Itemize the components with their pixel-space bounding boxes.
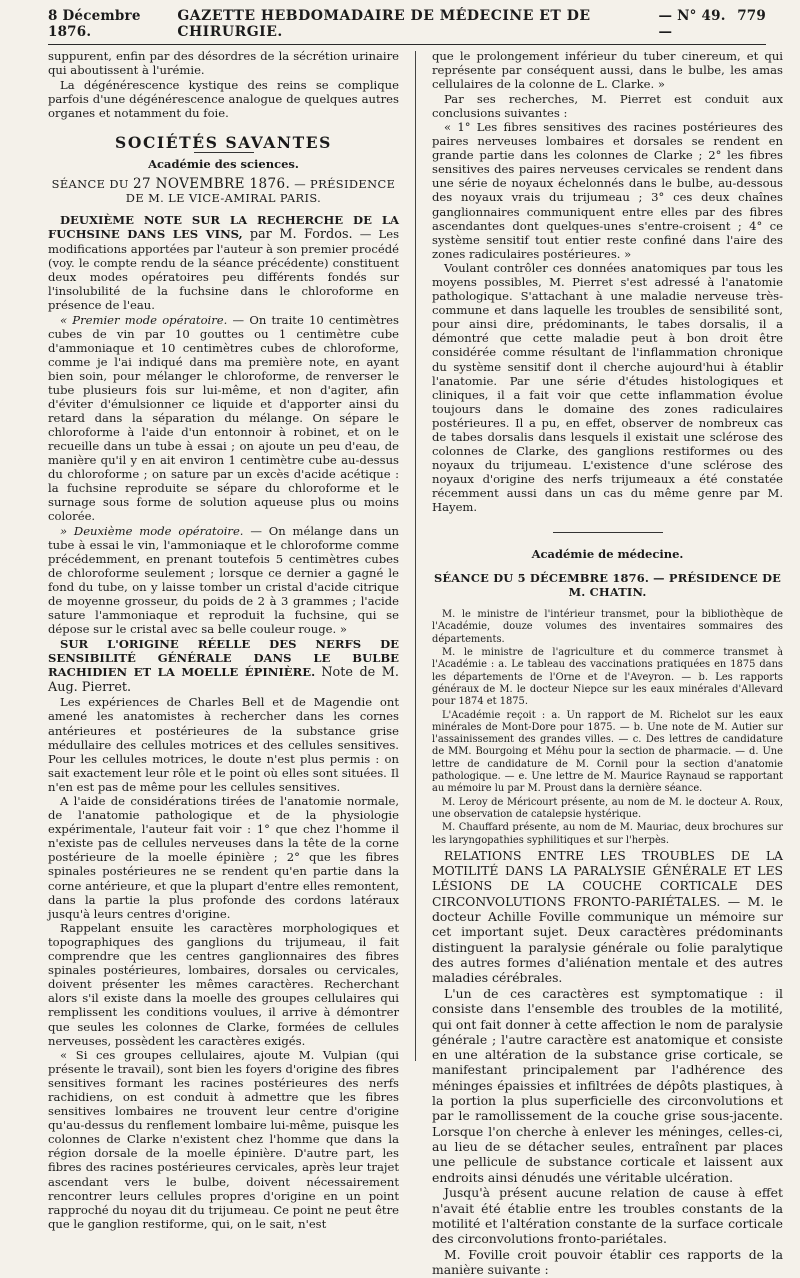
right-paragraph-2: Par ses recherches, M. Pierret est conduit aux conclusions suivantes : [432, 91, 783, 120]
intro-paragraph-1: suppurent, enfin par des désordres de la sécrétion urinaire qui aboutissent à l'urémie. [48, 49, 399, 78]
note-fuchsine-body: — Les modifications apportées par l'auteur à son premier procédé (voy. le compte rendu de la séance précédente) constituent deux modes opératoires peu différents fondés sur l'insolubilité de la fuchsine dans le chloroforme en présence de l'eau. [48, 226, 400, 313]
foville-intro [432, 848, 783, 986]
academy-sciences-heading: Académie des sciences. [148, 156, 299, 171]
note-pierret-author: Note de M. Aug. Pierret. [48, 664, 399, 695]
note-fuchsine [48, 213, 399, 312]
pierret-paragraph-3: Rappelant ensuite les caractères morphologiques et topographiques des ganglions du trijumeau, il fait comprendre que les centres ganglionnaires des fibres spinales postérieures, lombaires, dorsales ou cervicales, doivent présenter les mêmes caractères. Recherchant alors s'il existe dans la moelle des groupes cellulaires qui remplissent les conditions voulues, il arrive à démontrer que seules les colonnes de Clarke, formées de cellules nerveuses, possèdent les caractères exigés. [48, 921, 399, 1048]
page-header [48, 6, 766, 45]
foville-paragraph-3: M. Foville croit pouvoir établir ces rapports de la manière suivante : [432, 1247, 783, 1278]
foville-title: RELATIONS ENTRE LES TROUBLES DE LA MOTILITÉ DANS LA PARALYSIE GÉNÉRALE ET LES LÉSIONS DE LA COUCHE CORTICALE DES CIRCONVOLUTIONS FRONTO-PARIÉTALES. [432, 847, 783, 909]
mode-1-paragraph [48, 313, 399, 524]
correspondence-item: M. le ministre de l'agriculture et du commerce transmet à l'Académie : a. Le tableau des vaccinations pratiquées en 1875 dans les départements de l'Orne et de l'Aveyron. — b. Les rapports généraux de M. le docteur Niepce sur les eaux minérales d'Allevard pour 1874 et 1875. [432, 647, 783, 708]
mode-2-paragraph [48, 524, 399, 636]
note-fuchsine-title: DEUXIÈME NOTE SUR LA RECHERCHE DE LA FUCHSINE DANS LES VINS, [48, 212, 399, 241]
intro-paragraph-2: La dégénérescence kystique des reins se complique parfois d'une dégénérescence analogue de quelques autres organes et notamment du foie. [48, 77, 399, 120]
seance-presidence: — PRÉSIDENCE DE M. LE VICE-AMIRAL PARIS. [125, 176, 396, 205]
two-columns [48, 49, 783, 1278]
section-rule [194, 152, 254, 153]
correspondence-item: L'Académie reçoit : a. Un rapport de M. Richelot sur les eaux minérales de Mont-Dore pour 1875. — b. Une note de M. Autier sur l'assainissement des grandes villes. — c. Des lettres de candidature de MM. Bourgoing et Méhu pour la section de pharmacie. — d. Une lettre de candidature de M. Cornil pour la section d'anatomie pathologique. — e. Une lettre de M. Maurice Raynaud se rapportant au mémoire lu par M. Proust dans la dernière séance. [432, 709, 783, 795]
foville-author: — M. le docteur Achille Foville [432, 893, 783, 925]
pierret-paragraph-2: A l'aide de considérations tirées de l'anatomie normale, de l'anatomie pathologique et de la physiologie expérimentale, l'auteur fait voir : 1° que chez l'homme il n'existe pas de cellules nerveuses dans la tête de la corne postérieure de la moelle épinière ; 2° que les fibres spinales postérieures ne se rendent qu'en partie dans la corne antérieure, et que la plupart d'entre elles remontent, dans la partie la plus profonde des cordons latéraux jusqu'à leurs centres d'origine. [48, 794, 399, 921]
mode-2-body: — On mélange dans un tube à essai le vin, l'ammoniaque et le chloroforme comme précédemment, en prenant toutefois 5 centimètres cubes de chloroforme seulement ; lorsque ce dernier a gagné le fond du tube, on y laisse tomber un cristal d'acide citrique de moyenne grosseur, du poids de 2 à 3 grammes ; l'acide sature l'ammoniaque et reproduit la fuchsine, qui se dépose sur le cristal avec sa belle couleur rouge. » [48, 523, 399, 637]
foville-paragraph-2: Jusqu'à présent aucune relation de cause à effet n'avait été établie entre les troubles constants de la motilité et l'altération constante de la surface corticale des circonvolutions fronto-pariétales. [432, 1185, 783, 1247]
seance-medecine-heading: SÉANCE DU 5 DÉCEMBRE 1876. — PRÉSIDENCE DE M. CHATIN. [433, 571, 782, 600]
header-issue: — N° 49. — [658, 8, 726, 40]
seance-heading [48, 177, 399, 205]
right-conclusions: « 1° Les fibres sensitives des racines postérieures des paires nerveuses lombaires et dorsales se rendent en grande partie dans les colonnes de Clarke ; 2° les fibres sensitives des paires nerveuses cervicales se rendent dans une série de noyaux échelonnés dans le bulbe, au-dessous des noyaux vrais du trijumeau ; 3° ces deux chaînes ganglionnaires communiquent entre elles par des fibres ascendantes dont quelques-unes s'entre-croisent ; 4° ce système sensitif tout entier reste confiné dans l'aire des zones radiculaires postérieures. » [432, 120, 783, 261]
page-number: 779 [737, 8, 766, 24]
section-rule-2 [553, 532, 663, 533]
note-pierret-title: SUR L'ORIGINE RÉELLE DES NERFS DE SENSIBILITÉ GÉNÉRALE DANS LE BULBE RACHIDIEN ET LA MOELLE ÉPINIÈRE. [48, 636, 399, 679]
foville-body: communique un mémoire sur cet important sujet. Deux caractères prédominants distinguent la paralysie générale ou folie paralytique des autres formes d'aliénation mentale et des autres maladies cérébrales. [432, 909, 783, 986]
pierret-paragraph-1: Les expériences de Charles Bell et de Magendie ont amené les anatomistes à rechercher dans les cornes antérieures et postérieures de la substance grise médullaire des cellules motrices et des cellules sensitives. Pour les cellules motrices, le doute n'est plus permis : on sait exactement leur rôle et le point où elles sont situées. Il n'en est pas de même pour les cellules sensitives. [48, 695, 399, 794]
foville-paragraph-1: L'un de ces caractères est symptomatique : il consiste dans l'ensemble des troubles de la motilité, qui ont fait donner à cette affection le nom de paralysie générale ; l'autre caractère est anatomique et consiste en une altération de la substance grise corticale, se manifestant principalement par l'adhérence des méninges épaissies et infiltrées de dépôts plastiques, à la portion la plus superficielle des circonvolutions et par le ramollissement de la couche grise sous-jacente. Lorsque l'on cherche à enlever les méninges, celles-ci, au lieu de se détacher seules, entraînent par places une pellicule de substance corticale et laissent aux endroits ainsi dénudés une véritable ulcération. [432, 986, 783, 1185]
section-title: SOCIÉTÉS SAVANTES [115, 132, 332, 152]
left-column [48, 49, 399, 1278]
seance-prefix: SÉANCE DU [51, 176, 129, 191]
academy-medecine-heading: Académie de médecine. [531, 547, 684, 562]
note-fuchsine-author: par M. Fordos. [249, 226, 353, 242]
foville-article [432, 848, 783, 1278]
correspondence-item: M. le ministre de l'intérieur transmet, pour la bibliothèque de l'Académie, douze volumes des inventaires sommaires des départements. [432, 609, 783, 645]
header-date: 8 Décembre 1876. [48, 8, 141, 40]
right-paragraph-1: que le prolongement inférieur du tuber cinereum, et qui représente par conséquent aussi, dans le bulbe, les amas cellulaires de la colonne de L. Clarke. » [432, 49, 783, 92]
pierret-paragraph-4: « Si ces groupes cellulaires, ajoute M. Vulpian (qui présente le travail), sont bien les foyers d'origine des fibres sensitives formant les racines postérieures des nerfs rachidiens, on est conduit à admettre que les fibres sensitives lombaires ne trouvent leur centre d'origine qu'au-dessus du renflement lombaire lui-même, puisque les colonnes de Clarke n'existent chez l'homme que dans la région dorsale de la moelle épinière. D'autre part, les fibres des racines postérieures cervicales, après leur trajet ascendant vers le bulbe, doivent nécessairement rencontrer leurs cellules propres d'origine en un point rapproché du noyau dit du trijumeau. Ce point ne peut être que le ganglion restiforme, qui, on le sait, n'est [48, 1048, 399, 1231]
mode-1-body: — On traite 10 centimètres cubes de vin par 10 gouttes ou 1 centimètre cube d'ammoniaque et 10 centimètres cubes de chloroforme, comme je l'ai indiqué dans ma première note, en ayant bien soin, pour mélanger le chloroforme, de renverser le tube plusieurs fois sur lui-même, et non d'agiter, afin d'éviter d'émulsionner ce liquide et d'apporter ainsi du retard dans la séparation du mélange. On sépare le chloroforme à l'aide d'un entonnoir à robinet, et on le recueille dans un tube à essai ; on ajoute un peu d'eau, de manière qu'il y en ait environ 1 centimètre cube au-dessus du chloroforme ; on sature par un excès d'acide acétique : la fuchsine reproduite se sépare du chloroforme et le surnage sous forme de solution aqueuse plus ou moins colorée. [48, 312, 399, 524]
mode-2-label: » Deuxième mode opératoire. [60, 523, 244, 538]
seance-date: 27 NOVEMBRE 1876. [132, 175, 291, 192]
right-paragraph-4: Voulant contrôler ces données anatomiques par tous les moyens possibles, M. Pierret s'est adressé à l'anatomie pathologique. S'attachant à une maladie nerveuse très-commune et dans laquelle les troubles de sensibilité sont, pour ainsi dire, prédominants, le tabes dorsalis, il a démontré que cette maladie peut à bon droit être considérée comme résultant de l'inflammation chronique du système sensitif dont il cherche aujourd'hui à établir l'anatomie. Par une série d'études histologiques et cliniques, il a fait voir que cette inflammation évolue toujours dans le domaine des zones radiculaires postérieures. Il a pu, en effet, observer de nombreux cas de tabes dorsalis dans lesquels il existait une sclérose des colonnes de Clarke, des ganglions restiformes ou des noyaux du trijumeau. L'existence d'une sclérose des noyaux d'origine des nerfs trijumeaux a été constatée récemment aussi dans un cas du même genre par M. Hayem. [432, 261, 783, 514]
correspondence-item: M. Leroy de Méricourt présente, au nom de M. le docteur A. Roux, une observation de catalepsie hystérique. [432, 796, 783, 820]
note-pierret [48, 637, 399, 695]
correspondence-block [432, 609, 783, 847]
mode-1-label: « Premier mode opératoire. [60, 312, 228, 327]
column-divider [415, 51, 416, 1061]
right-column [432, 49, 783, 1278]
correspondence-item: M. Chauffard présente, au nom de M. Mauriac, deux brochures sur les laryngopathies syphilitiques et sur l'herpès. [432, 822, 783, 846]
journal-title: GAZETTE HEBDOMADAIRE DE MÉDECINE ET DE CHIRURGIE. [177, 8, 591, 40]
